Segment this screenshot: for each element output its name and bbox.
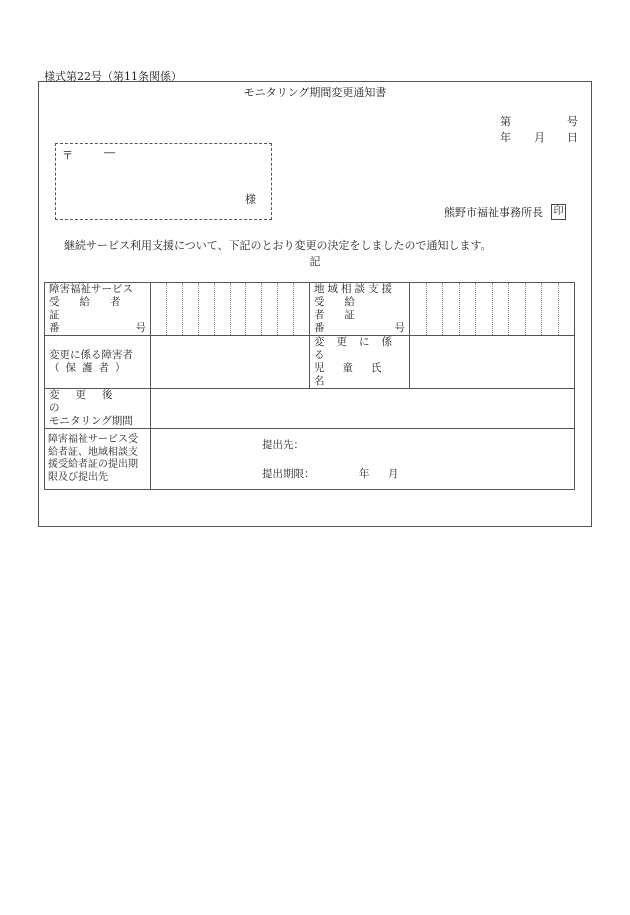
submission-label: 障害福祉サービス受給者証、地域相談支援受給者証の提出期限及び提出先 xyxy=(45,429,151,490)
service-cert-number-field[interactable] xyxy=(151,283,310,336)
postal-mark: 〒 xyxy=(62,149,73,162)
notice-table xyxy=(44,282,575,490)
label-line: 番 号 xyxy=(314,322,405,334)
seal-mark: 印 xyxy=(551,204,566,220)
form-reference: 様式第22号（第11条関係） xyxy=(44,70,182,83)
deadline-month: 月 xyxy=(388,468,399,480)
child-label xyxy=(310,336,410,389)
table-row xyxy=(45,389,575,429)
service-cert-label xyxy=(45,283,151,336)
table-row xyxy=(45,283,575,336)
date-day: 日 xyxy=(567,131,578,144)
notice-body: 継続サービス利用支援について、下記のとおり変更の決定をしましたので通知します。 xyxy=(64,239,492,252)
table-row xyxy=(45,336,575,389)
label-line: モニタリング期間 xyxy=(49,415,133,427)
submission-field[interactable] xyxy=(151,429,575,490)
table-row xyxy=(45,429,575,490)
label-line: 変更に係る xyxy=(314,336,404,361)
ki-heading: 記 xyxy=(309,255,321,268)
label-line: 受給者証 xyxy=(314,296,375,321)
date-year: 年 xyxy=(500,131,511,144)
label-line: 児童氏名 xyxy=(314,362,400,387)
date-month: 月 xyxy=(534,131,545,144)
consult-cert-number-field[interactable] xyxy=(410,283,575,336)
label-line: （保護者） xyxy=(49,362,132,374)
child-name-field[interactable] xyxy=(410,336,575,389)
label-line: 変更に係る障害者 xyxy=(49,349,133,361)
label-line: 番 号 xyxy=(49,322,146,334)
recipient-honorific: 様 xyxy=(245,193,256,206)
postal-dash: ― xyxy=(104,146,115,159)
doc-number-suffix: 号 xyxy=(567,115,578,128)
deadline-year: 年 xyxy=(359,468,370,480)
person-label xyxy=(45,336,151,389)
label-line: 障害福祉サービス xyxy=(49,283,133,295)
doc-number-prefix: 第 xyxy=(500,115,511,128)
submit-to-label: 提出先： xyxy=(262,439,304,451)
consult-cert-label xyxy=(310,283,410,336)
label-line: 受給者証 xyxy=(49,296,141,321)
label-line: 地域相談支援 xyxy=(314,283,395,295)
address-box xyxy=(55,143,272,220)
person-name-field[interactable] xyxy=(151,336,310,389)
page-title: モニタリング期間変更通知書 xyxy=(243,86,387,99)
deadline-label: 提出期限： xyxy=(262,468,315,480)
label-line: 変更後の xyxy=(49,389,129,414)
issuer-name: 熊野市福祉事務所長 xyxy=(444,206,543,219)
monitoring-period-field[interactable] xyxy=(151,389,575,429)
period-label xyxy=(45,389,151,429)
